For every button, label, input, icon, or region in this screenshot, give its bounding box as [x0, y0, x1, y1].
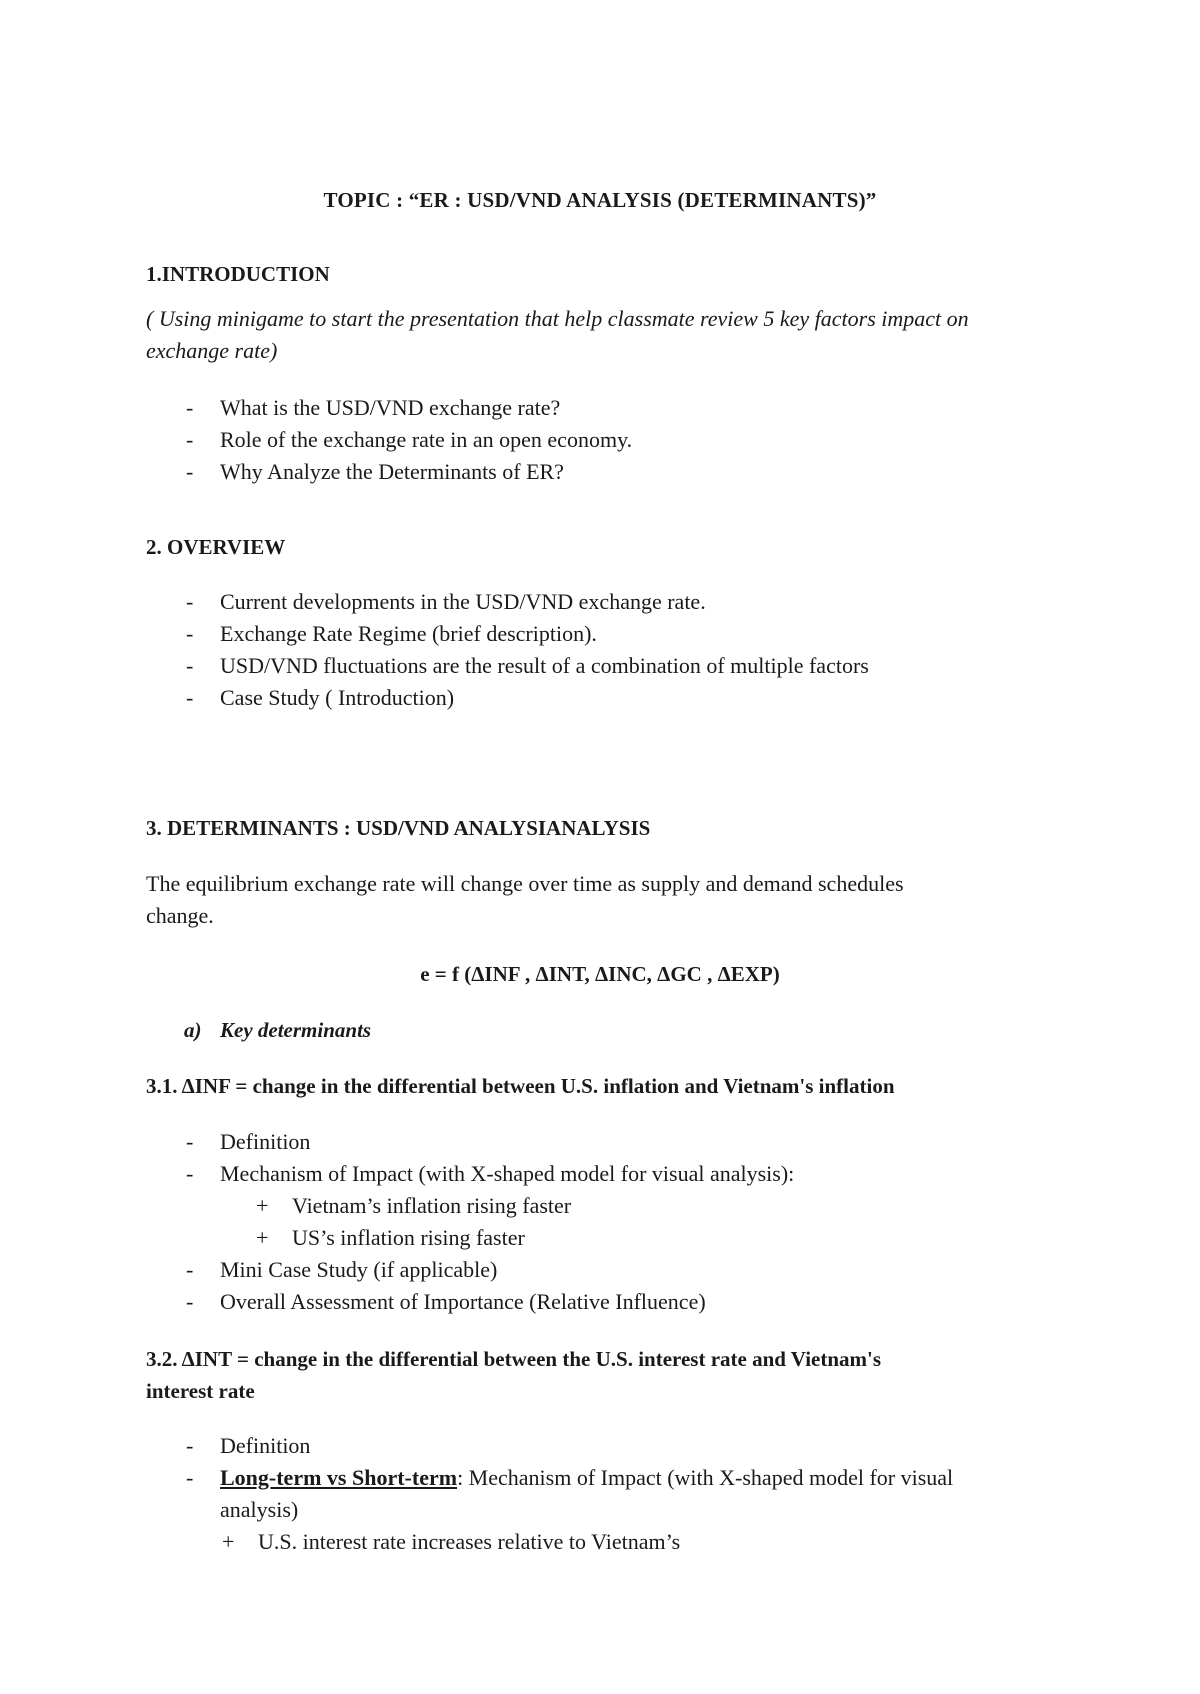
section-3-1-heading: 3.1. ΔINF = change in the differential between U.S. inflation and Vietnam's inflation: [146, 1074, 895, 1098]
list-item-continuation: analysis): [220, 1497, 299, 1522]
sub-list-item: + US’s inflation rising faster: [256, 1222, 525, 1254]
list-item: - Definition: [186, 1430, 310, 1462]
list-item: - Long-term vs Short-term: Mechanism of Impact (with X-shaped model for visual: [186, 1462, 953, 1494]
dash-bullet: -: [186, 685, 194, 710]
intro-note-line2: exchange rate): [146, 338, 278, 363]
dash-bullet: -: [186, 653, 194, 678]
dash-bullet: -: [186, 1257, 194, 1282]
plus-bullet: +: [256, 1225, 269, 1250]
list-item: - What is the USD/VND exchange rate?: [186, 392, 560, 424]
dash-bullet: -: [186, 589, 194, 614]
section-3-2-heading-line2: interest rate: [146, 1379, 255, 1403]
plus-bullet: +: [256, 1193, 269, 1218]
intro-heading: 1.INTRODUCTION: [146, 262, 330, 286]
list-item: - Role of the exchange rate in an open economy.: [186, 424, 632, 456]
dash-bullet: -: [186, 1129, 194, 1154]
exchange-rate-formula: e = f (ΔINF , ΔINT, ΔINC, ΔGC , ΔEXP): [420, 962, 780, 986]
dash-bullet: -: [186, 1289, 194, 1314]
sub-list-item: + Vietnam’s inflation rising faster: [256, 1190, 571, 1222]
dash-bullet: -: [186, 1433, 194, 1458]
dash-bullet: -: [186, 1161, 194, 1186]
dash-bullet: -: [186, 459, 194, 484]
list-item: - Current developments in the USD/VND exchange rate.: [186, 586, 706, 618]
list-item: - Mechanism of Impact (with X-shaped model for visual analysis):: [186, 1158, 794, 1190]
list-item: - Exchange Rate Regime (brief description).: [186, 618, 597, 650]
determinants-heading: 3. DETERMINANTS : USD/VND ANALYSIANALYSIS: [146, 816, 651, 840]
long-vs-short-term-label: Long-term vs Short-term: [220, 1465, 458, 1490]
sub-list-item: + U.S. interest rate increases relative to Vietnam’s: [222, 1526, 680, 1558]
list-item: - Why Analyze the Determinants of ER?: [186, 456, 564, 488]
plus-bullet: +: [222, 1529, 235, 1554]
list-item: - Case Study ( Introduction): [186, 682, 454, 714]
dash-bullet: -: [186, 621, 194, 646]
list-item: - Overall Assessment of Importance (Relative Influence): [186, 1286, 706, 1318]
intro-note-line1: ( Using minigame to start the presentation that help classmate review 5 key factors impact on: [146, 306, 969, 331]
section-3-2-heading-line1: 3.2. ΔINT = change in the differential between the U.S. interest rate and Vietnam's: [146, 1347, 882, 1371]
list-item: - Mini Case Study (if applicable): [186, 1254, 497, 1286]
key-determinants-label: a) Key determinants: [184, 1018, 372, 1042]
determinants-paragraph-line1: The equilibrium exchange rate will change over time as supply and demand schedules: [146, 871, 904, 896]
dash-bullet: -: [186, 395, 194, 420]
determinants-paragraph-line2: change.: [146, 903, 214, 928]
document-title: TOPIC : “ER : USD/VND ANALYSIS (DETERMINANTS)”: [323, 188, 877, 212]
list-item: - USD/VND fluctuations are the result of a combination of multiple factors: [186, 650, 869, 682]
list-item: - Definition: [186, 1126, 310, 1158]
dash-bullet: -: [186, 427, 194, 452]
dash-bullet: -: [186, 1465, 194, 1490]
overview-heading: 2. OVERVIEW: [146, 535, 286, 559]
